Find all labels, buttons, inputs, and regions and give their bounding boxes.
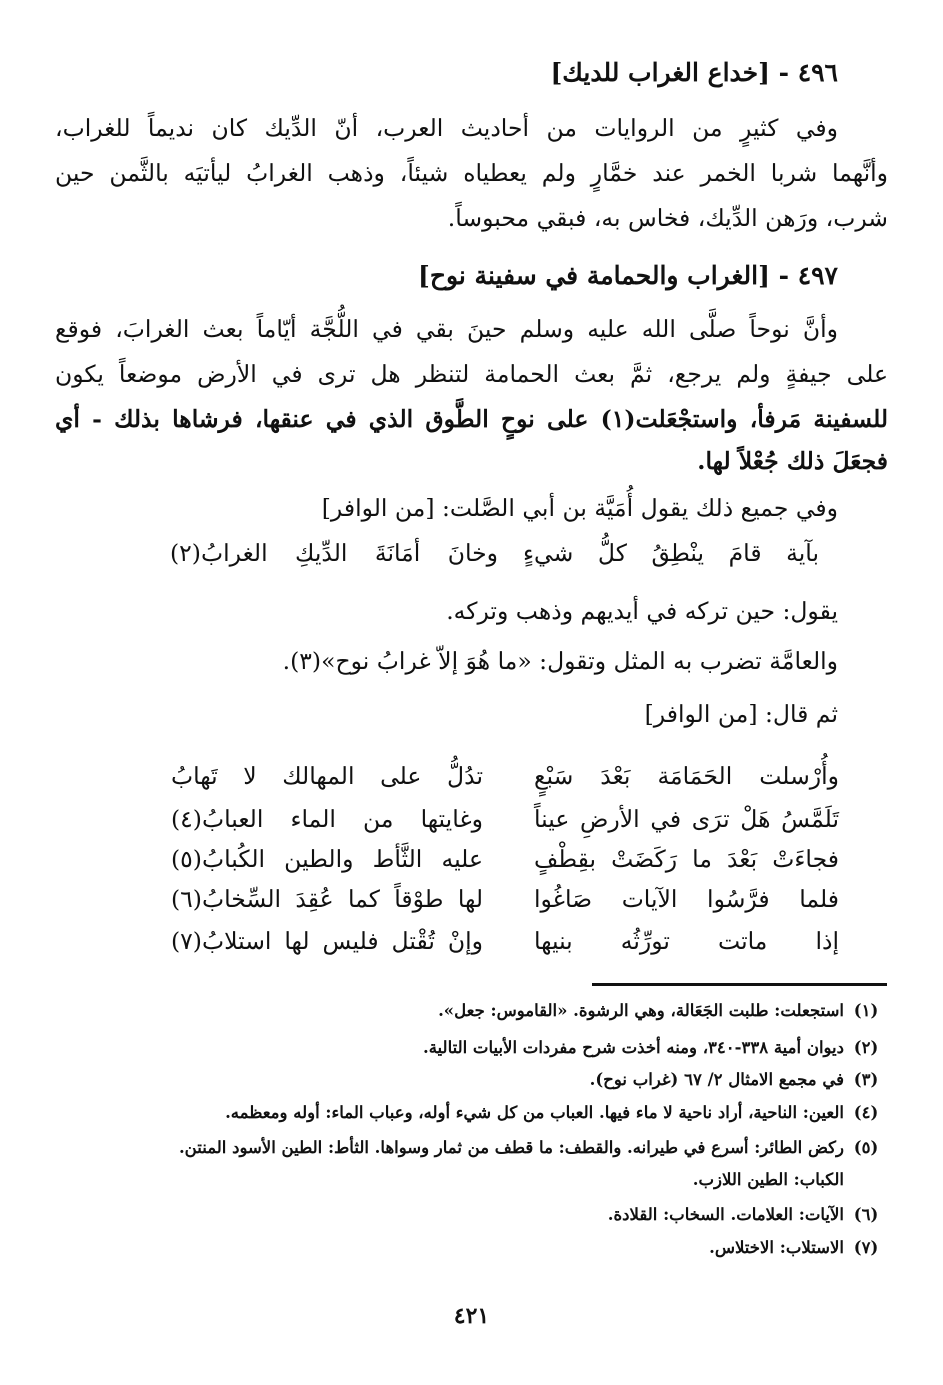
footnote-text: ديوان أمية ٣٣٨-٣٤٠، ومنه أخذت شرح مفردات الأبيات التالية.	[422, 1038, 844, 1057]
poem-right-hemistich: تَلَمَّسُ هَلْ ترَى في الأرضِ عيناً	[534, 805, 839, 833]
poem-right-hemistich: إذا ماتت تورِّثُه بنيها	[534, 927, 839, 955]
paragraph-line: على جيفةٍ ولم يرجع، ثمَّ بعث الحمامة لتنظر هل ترى في الأرض موضعاً يكون	[55, 360, 888, 388]
verse-intro: وفي جميع ذلك يقول أُمَيَّة بن أبي الصَّلت: [من الوافر]	[321, 494, 838, 522]
footnote	[438, 1003, 888, 1020]
footnote-number: (٥)	[853, 1138, 879, 1157]
footnote	[179, 1140, 888, 1157]
footnote-text: ركض الطائر: أسرع في طيرانه. والقطف: ما قطف من ثمار وسواها. الثأط: الطين الأسود المنتن.	[178, 1138, 844, 1157]
footnote-number: (٤)	[853, 1103, 879, 1122]
verse-intro: ثم قال: [من الوافر]	[644, 700, 838, 728]
footnote-number: (١)	[853, 1001, 879, 1020]
footnote	[709, 1240, 888, 1257]
footnote-text: الكباب: الطين اللازب.	[692, 1170, 844, 1189]
footnote-separator	[592, 983, 887, 986]
paragraph-line: فجعَلَ ذلك جُعْلاً لها.	[697, 447, 888, 475]
footnote-text: العين: الناحية، أراد ناحية لا ماء فيها. العباب من كل شيء أوله، وعباب الماء: أوله ومعظمه.	[225, 1103, 844, 1122]
section-heading-496: ٤٩٦ - [خداع الغراب للديك]	[550, 58, 838, 87]
footnote-number: (٧)	[853, 1238, 879, 1257]
poem-left-hemistich: وإنْ تُقْتل فليس لها استلابُ(٧)	[171, 927, 483, 955]
footnote-number: (٢)	[853, 1038, 879, 1057]
poem-left-hemistich: وغايتها من الماء العبابُ(٤)	[171, 805, 483, 833]
paragraph-line: وفي كثيرٍ من الروايات من أحاديث العرب، أنّ الدِّيك كان نديماً للغراب،	[55, 114, 838, 142]
page-number: ٤٢١	[453, 1303, 490, 1329]
paragraph-line: شرب، ورَهن الدِّيك، فخاس به، فبقي محبوساً.	[447, 204, 888, 232]
footnote-text: في مجمع الامثال ٢/ ٦٧ (غراب نوح).	[589, 1070, 844, 1089]
poem-right-hemistich: فلما فرَّسُوا الآيات صَاغُوا	[534, 885, 839, 913]
section-heading-497: ٤٩٧ - [الغراب والحمامة في سفينة نوح]	[418, 261, 838, 290]
proverb-line: والعامَّة تضرب به المثل وتقول: «ما هُوَ إلاّ غرابُ نوح»(٣).	[282, 647, 838, 675]
footnote-continuation	[693, 1172, 888, 1189]
footnote	[423, 1040, 888, 1057]
verse-right-hemistich: بآية قامَ ينْطِقُ كلُّ شيءٍ	[523, 539, 819, 567]
commentary-line: يقول: حين تركه في أيديهم وذهب وتركه.	[446, 597, 838, 625]
footnote-text: الآيات: العلامات. السخاب: القلادة.	[607, 1205, 844, 1224]
footnote-number: (٦)	[853, 1205, 879, 1224]
poem-line	[0, 762, 943, 795]
poem-right-hemistich: وأُرْسلت الحَمَامَة بَعْدَ سَبْعٍ	[534, 762, 839, 790]
poem-line	[0, 927, 943, 960]
poem-line	[0, 885, 943, 918]
paragraph-line: وأنَّ نوحاً صلَّى الله عليه وسلم حينَ بقي في اللُّجَّة أيّاماً بعث الغرابَ، فوقع	[55, 315, 838, 343]
paragraph-line: وأنَّهما شربا الخمر عند خمَّارٍ ولم يعطياه شيئاً، وذهب الغرابُ ليأتيَه بالثَّمن حين	[55, 159, 888, 187]
verse-line	[0, 539, 943, 572]
poem-line	[0, 805, 943, 838]
footnote-text: الاستلاب: الاختلاس.	[709, 1238, 844, 1257]
paragraph-line: للسفينة مَرفأ، واستجْعَلت(١) على نوحٍ الطَّوق الذي في عنقها، فرشاها بذلك - أي	[55, 405, 889, 433]
footnote-number: (٣)	[853, 1070, 879, 1089]
footnote	[608, 1207, 888, 1224]
footnote	[590, 1072, 888, 1089]
poem-left-hemistich: تدُلُّ على المهالك لا تَهابُ	[171, 762, 483, 790]
footnote-text: استجعلت: طلبت الجَعَالة، وهي الرشوة. «القاموس: جعل».	[438, 1001, 844, 1020]
poem-right-hemistich: فجاءَتْ بَعْدَ ما رَكَضَتْ بقِطْفٍ	[534, 845, 839, 873]
verse-left-hemistich: وخانَ أمَانَةَ الدِّيكِ الغرابُ(٢)	[170, 539, 498, 567]
poem-left-hemistich: لها طوْقاً كما عُقِدَ السِّخابُ(٦)	[171, 885, 483, 913]
footnote	[225, 1105, 888, 1122]
poem-line	[0, 845, 943, 878]
poem-left-hemistich: عليه الثَّأط والطين الكُبابُ(٥)	[171, 845, 483, 873]
